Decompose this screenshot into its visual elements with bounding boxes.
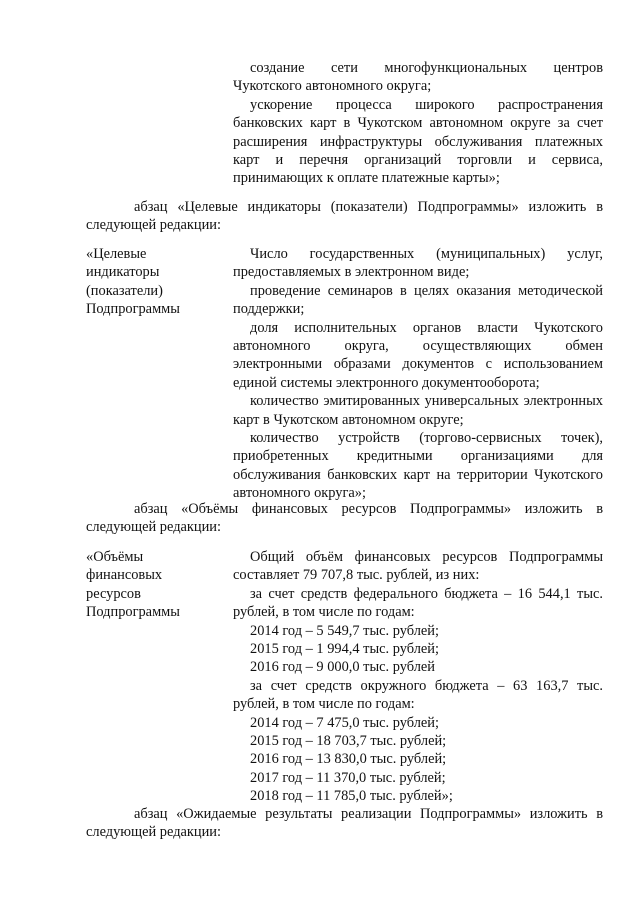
indicator-item: Число государственных (муниципальных) услуг, предоставляемых в электронном виде; [233,246,603,281]
indicator-item: количество устройств (торгово-сервисных точек), приобретенных кредитными организациями для обслуживания банковских карт на территории Чукотского автономного округа»; [233,430,603,502]
amendment-paragraph-indicators [86,198,603,235]
finance-federal: за счет средств федерального бюджета – 16 544,1 тыс. рублей, в том числе по годам: [233,585,603,621]
row-label: «Целевые индикаторы (показатели) Подпрограммы [86,246,180,318]
finance-year-line: 2016 год – 9 000,0 тыс. рублей [250,659,435,676]
indicator-item: количество эмитированных универсальных электронных карт в Чукотском автономном округе; [233,393,603,428]
text-paragraph: создание сети многофункциональных центров Чукотского автономного округа; [233,60,603,95]
indicators-label [86,245,196,319]
indicator-item: проведение семинаров в целях оказания методической поддержки; [233,282,603,318]
finance-year-line: 2018 год – 11 785,0 тыс. рублей»; [250,788,453,805]
text-paragraph: абзац «Целевые индикаторы (показатели) Подпрограммы» изложить в следующей редакции: [86,199,603,234]
finance-year-line: 2016 год – 13 830,0 тыс. рублей; [250,751,447,768]
row-label: «Объёмы финансовых ресурсов Подпрограммы [86,549,180,621]
finance-year-line: 2015 год – 18 703,7 тыс. рублей; [250,733,447,750]
finance-label [86,548,196,622]
amendment-paragraph-results [86,805,603,842]
top-block [233,59,603,188]
finance-details [233,548,603,806]
finance-year-line: 2017 год – 11 370,0 тыс. рублей; [250,769,446,786]
indicators-list [233,245,603,503]
text-paragraph: ускорение процесса широкого распространения банковских карт в Чукотском автономном округе за счет расширения инфраструктуры обслуживания платежных карт и перечня организаций торговли и сервиса, принимающих к оплате платежные карты»; [233,96,603,187]
finance-regional: за счет средств окружного бюджета – 63 163,7 тыс. рублей, в том числе по годам: [233,677,603,713]
text-paragraph: абзац «Объёмы финансовых ресурсов Подпрограммы» изложить в следующей редакции: [86,501,603,536]
finance-total: Общий объём финансовых ресурсов Подпрограммы составляет 79 707,8 тыс. рублей, из них: [233,549,603,584]
amendment-paragraph-finance [86,500,603,537]
finance-year-line: 2014 год – 7 475,0 тыс. рублей; [250,714,439,731]
indicator-item: доля исполнительных органов власти Чукотского автономного округа, осуществляющих обмен электронными образами документов с использованием единой системы электронного документооборота; [233,319,603,391]
finance-year-line: 2015 год – 1 994,4 тыс. рублей; [250,641,439,658]
text-paragraph: абзац «Ожидаемые результаты реализации Подпрограммы» изложить в следующей редакции: [86,806,603,841]
finance-year-line: 2014 год – 5 549,7 тыс. рублей; [250,622,439,639]
